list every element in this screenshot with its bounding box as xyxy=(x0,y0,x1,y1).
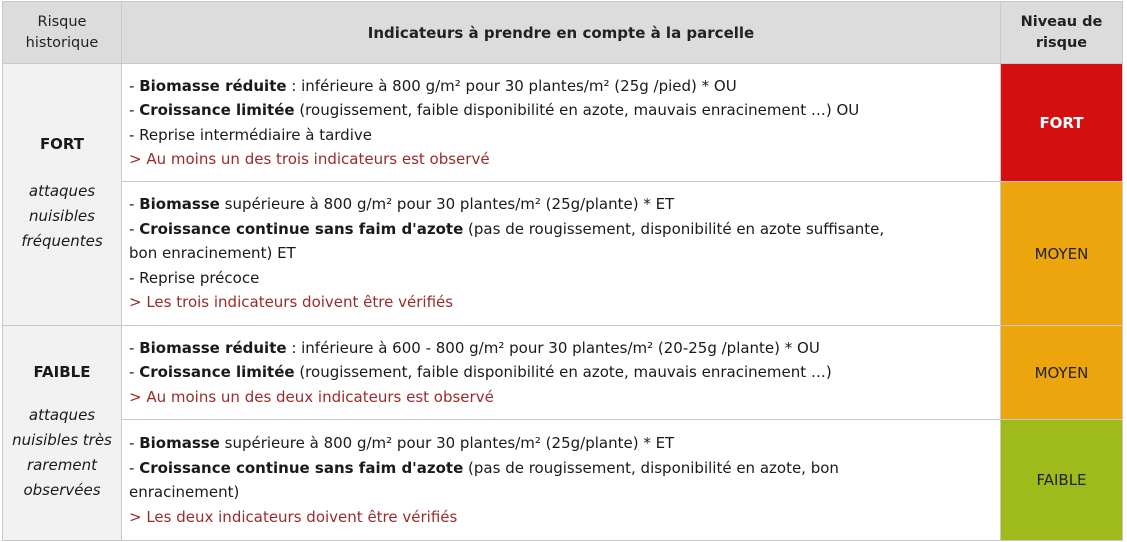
indicators-cell xyxy=(122,64,1001,182)
risk-group-fort xyxy=(3,64,122,326)
risk-group-label: FAIBLE xyxy=(33,363,91,381)
indicator-line: - Biomasse réduite : inférieure à 800 g/m² pour 30 plantes/m² (25g /pied) * OU xyxy=(129,76,737,95)
indicator-line: - Croissance continue sans faim d'azote (pas de rougissement, disponibilité en azote, bon enracinement) xyxy=(129,458,839,501)
risk-group-faible xyxy=(3,326,122,541)
risk-group-label: FORT xyxy=(39,135,85,153)
indicator-line: - Reprise intermédiaire à tardive xyxy=(129,125,372,144)
indicator-line: - Croissance limitée (rougissement, faible disponibilité en azote, mauvais enracinement …) xyxy=(129,363,832,382)
indicators-cell xyxy=(122,326,1001,420)
risk-level-moyen: MOYEN xyxy=(1001,326,1123,420)
header-indicators: Indicateurs à prendre en compte à la parcelle xyxy=(122,2,1001,64)
indicator-conclusion: > Au moins un des deux indicateurs est observé xyxy=(129,387,494,406)
indicator-line: - Croissance limitée (rougissement, faible disponibilité en azote, mauvais enracinement …) OU xyxy=(129,101,860,119)
table-row xyxy=(3,64,1123,182)
indicator-line: - Biomasse supérieure à 800 g/m² pour 30 plantes/m² (25g/plante) * ET xyxy=(129,434,675,452)
header-row xyxy=(3,2,1123,64)
indicator-conclusion: > Au moins un des trois indicateurs est observé xyxy=(129,150,490,168)
risk-group-desc: attaques nuisibles fréquentes xyxy=(21,182,103,250)
header-level: Niveau de risque xyxy=(1001,2,1123,64)
table-row xyxy=(3,326,1123,420)
table-row xyxy=(3,182,1123,326)
indicator-conclusion: > Les trois indicateurs doivent être vérifiés xyxy=(129,293,454,312)
indicator-conclusion: > Les deux indicateurs doivent être vérifiés xyxy=(129,507,458,526)
indicator-line: - Biomasse supérieure à 800 g/m² pour 30 plantes/m² (25g/plante) * ET xyxy=(129,195,675,214)
risk-table xyxy=(2,1,1123,541)
indicators-cell xyxy=(122,182,1001,326)
header-risk: Risque historique xyxy=(3,2,122,64)
indicators-cell xyxy=(122,420,1001,541)
risk-level-fort: FORT xyxy=(1001,64,1123,182)
risk-level-moyen: MOYEN xyxy=(1001,182,1123,326)
table-row xyxy=(3,420,1123,541)
risk-group-desc: attaques nuisibles très rarement observées xyxy=(12,406,112,499)
risk-level-faible: FAIBLE xyxy=(1001,420,1123,541)
indicator-line: - Reprise précoce xyxy=(129,268,260,287)
indicator-line: - Biomasse réduite : inférieure à 600 - 800 g/m² pour 30 plantes/m² (20-25g /plante) * OU xyxy=(129,338,820,357)
indicator-line: - Croissance continue sans faim d'azote (pas de rougissement, disponibilité en azote suffisante, bon enracinement) ET xyxy=(129,219,885,263)
